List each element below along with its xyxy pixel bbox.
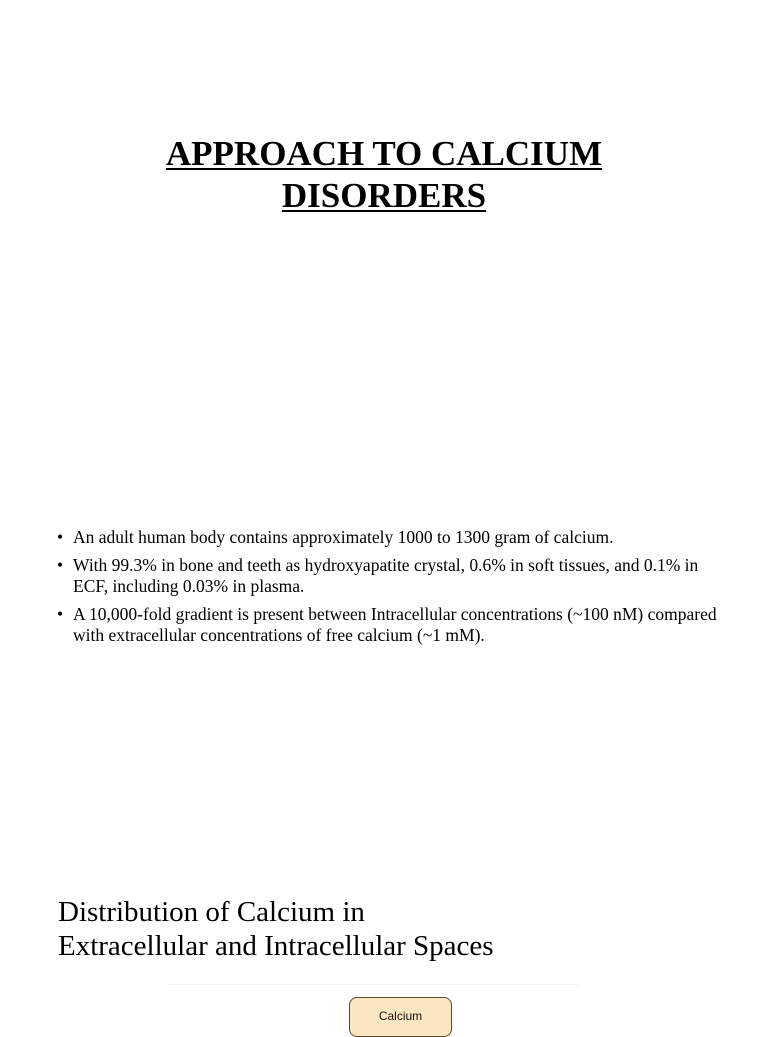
slide-title (0, 133, 768, 217)
bullet-text: An adult human body contains approximately 1000 to 1300 gram of calcium. (73, 527, 614, 547)
bullet-list (57, 527, 717, 653)
section-heading-line-1: Distribution of Calcium in (58, 896, 365, 928)
bullet-text: A 10,000-fold gradient is present between Intracellular concentrations (~100 nM) compared with extracellular concentrations of free calcium (~1 mM). (73, 604, 717, 645)
bullet-icon: • (57, 555, 64, 575)
list-item (57, 527, 717, 548)
section-heading (58, 895, 678, 963)
bullet-icon: • (57, 604, 64, 624)
list-item (57, 555, 717, 597)
diagram-top-edge (168, 984, 578, 985)
diagram-calcium-box (349, 997, 452, 1037)
diagram-calcium-label: Calcium (378, 1009, 423, 1023)
section-heading-line-2: Extracellular and Intracellular Spaces (58, 930, 494, 962)
bullet-text: With 99.3% in bone and teeth as hydroxyapatite crystal, 0.6% in soft tissues, and 0.1% in ECF, including 0.03% in plasma. (73, 555, 699, 596)
slide-title-line-2: DISORDERS (281, 176, 487, 215)
list-item (57, 604, 717, 646)
slide-title-line-1: APPROACH TO CALCIUM (165, 134, 603, 173)
bullet-icon: • (57, 527, 64, 547)
